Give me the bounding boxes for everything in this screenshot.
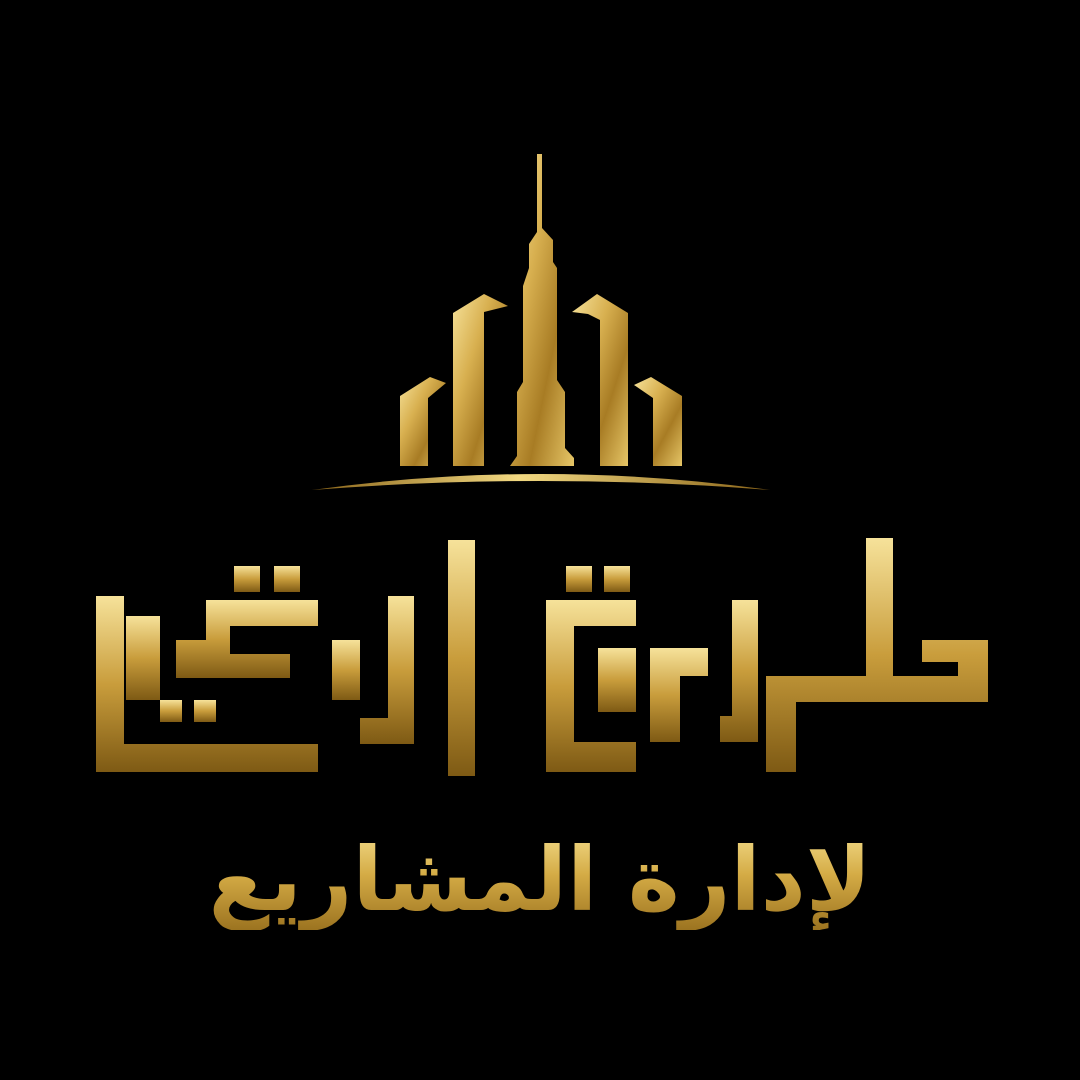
- logo-tagline: لإدارة المشاريع: [0, 830, 1080, 930]
- logo-wordmark: [96, 538, 988, 776]
- skyline-towers-icon: [400, 154, 682, 466]
- skyline-base-arc: [312, 474, 770, 490]
